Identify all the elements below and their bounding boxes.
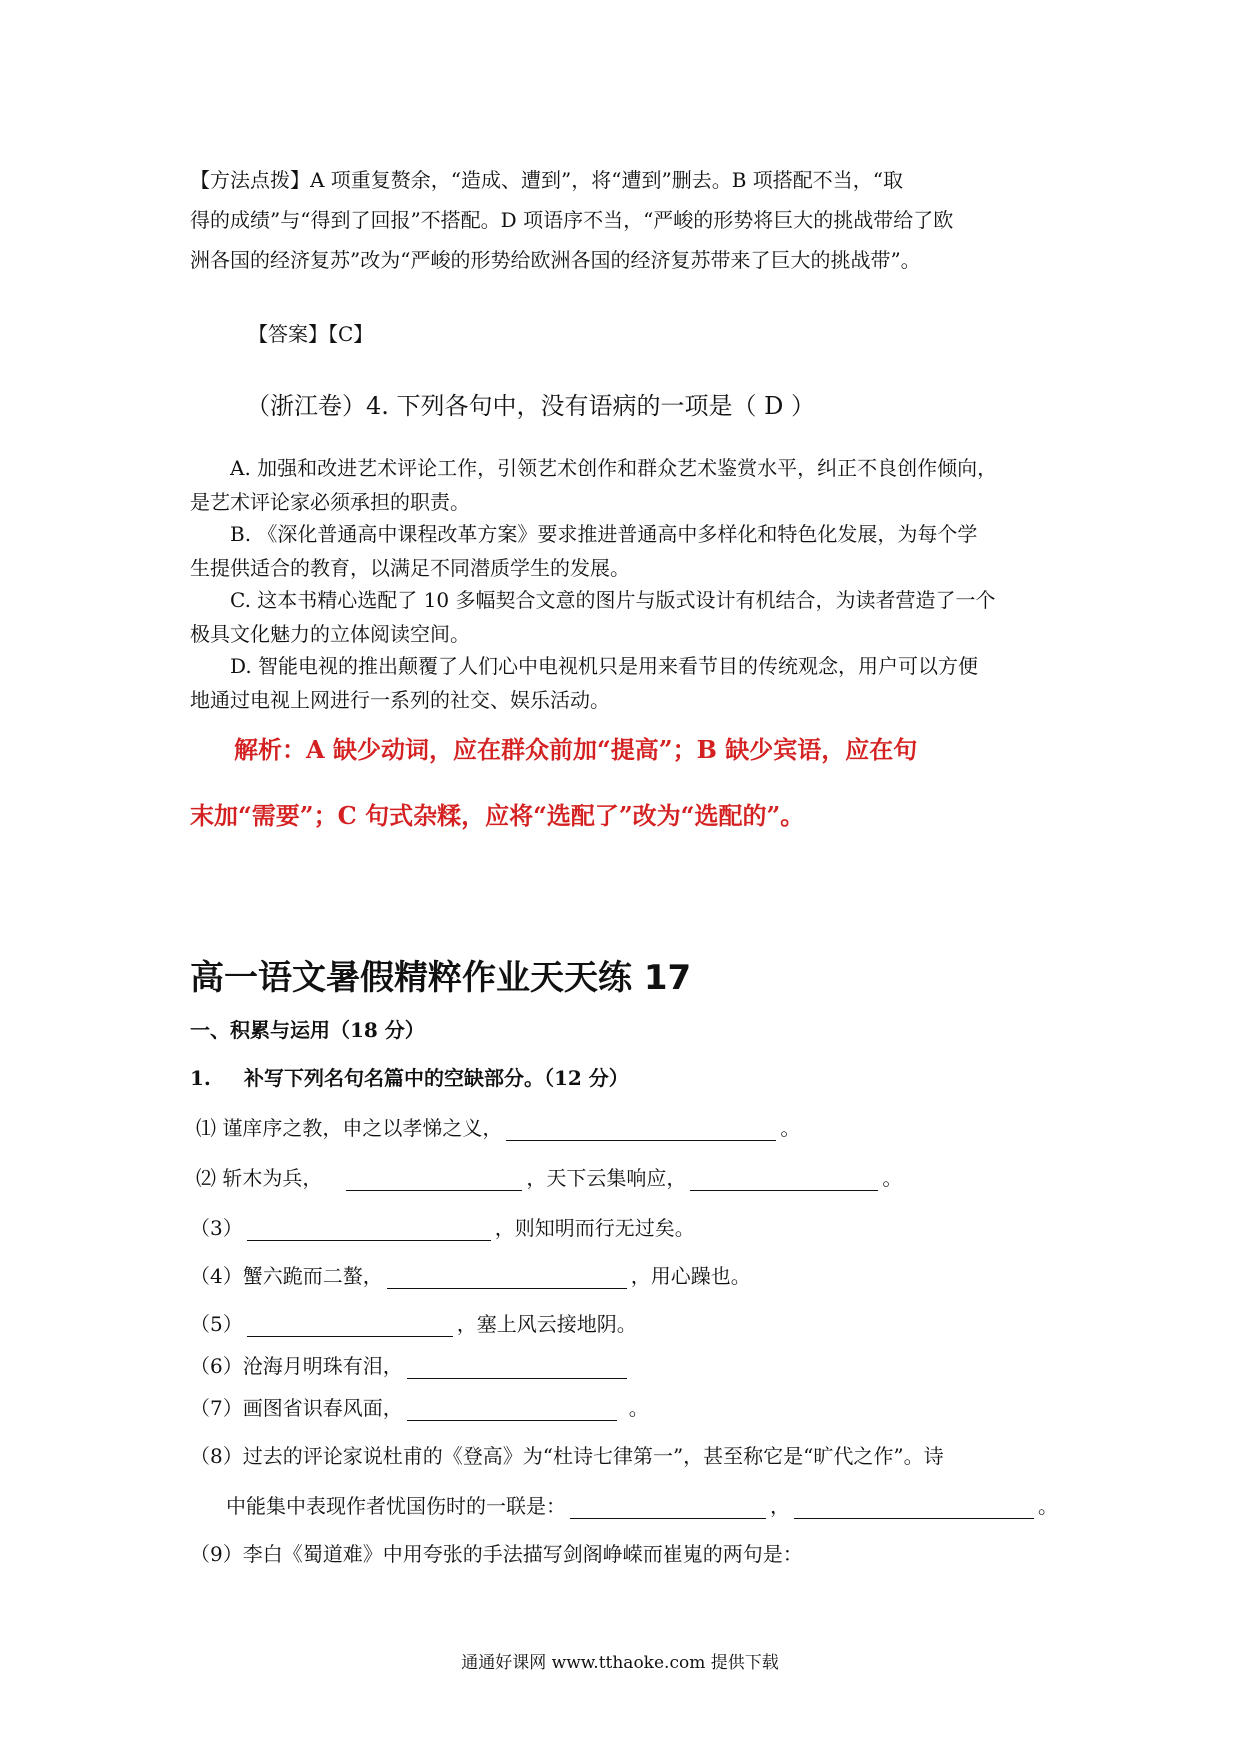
- fill-item-7-prefix: （7）画图省识春风面，: [190, 1396, 403, 1420]
- fill-item-3-prefix: （3）: [190, 1216, 243, 1240]
- fill-item-8-line-1: （8）过去的评论家说杜甫的《登高》为“杜诗七律第一”，甚至称它是“旷代之作”。诗: [190, 1444, 944, 1468]
- option-b-line-1: B. 《深化普通高中课程改革方案》要求推进普通高中多样化和特色化发展，为每个学: [230, 522, 978, 546]
- question-1-text: 补写下列名句名篇中的空缺部分。（12 分）: [244, 1066, 629, 1090]
- option-a-line-2: 是艺术评论家必须承担的职责。: [190, 490, 470, 514]
- analysis-line-2: 末加“需要”；C 句式杂糅，应将“选配了”改为“选配的”。: [190, 801, 805, 830]
- fill-item-4-suffix: ，用心躁也。: [630, 1264, 751, 1288]
- fill-blank[interactable]: [387, 1266, 627, 1289]
- fill-blank[interactable]: [247, 1314, 453, 1337]
- fill-blank[interactable]: [407, 1398, 617, 1421]
- fill-blank[interactable]: [570, 1496, 766, 1519]
- fill-item-5-prefix: （5）: [190, 1312, 243, 1336]
- fill-blank[interactable]: [794, 1496, 1034, 1519]
- fill-blank[interactable]: [346, 1168, 522, 1191]
- fill-item-4: [190, 1260, 751, 1289]
- option-a-line-1: A. 加强和改进艺术评论工作，引领艺术创作和群众艺术鉴赏水平，纠正不良创作倾向，: [230, 456, 998, 480]
- fill-item-8-prefix: 中能集中表现作者忧国伤时的一联是：: [226, 1494, 566, 1518]
- homework-title: 高一语文暑假精粹作业天天练 17: [190, 958, 692, 998]
- fill-item-2-prefix: ⑵ 斩木为兵，: [196, 1166, 323, 1190]
- option-c-line-2: 极具文化魅力的立体阅读空间。: [190, 622, 470, 646]
- fill-item-3-suffix: ，则知明而行无过矣。: [494, 1216, 695, 1240]
- fill-item-8-suffix: 。: [1038, 1494, 1058, 1518]
- fill-item-1: [196, 1112, 800, 1141]
- fill-item-7: [190, 1392, 649, 1421]
- fill-item-1-prefix: ⑴ 谨庠序之教，申之以孝悌之义，: [196, 1116, 503, 1140]
- fill-item-2-middle: ，天下云集响应，: [526, 1166, 687, 1190]
- fill-blank[interactable]: [506, 1118, 776, 1141]
- option-c-line-1: C. 这本书精心选配了 10 多幅契合文意的图片与版式设计有机结合，为读者营造了一个: [230, 588, 996, 612]
- fill-item-4-prefix: （4）蟹六跪而二螯，: [190, 1264, 383, 1288]
- method-tip-line-3: 洲各国的经济复苏”改为“严峻的形势给欧洲各国的经济复苏带来了巨大的挑战带”。: [190, 248, 921, 272]
- answer: 【答案】【C】: [248, 322, 374, 346]
- method-tip-line-1: 【方法点拨】A 项重复赘余，“造成、遭到”，将“遭到”删去。B 项搭配不当，“取: [190, 168, 903, 192]
- question-4-stem: （浙江卷）4. 下列各句中，没有语病的一项是（ D ）: [246, 392, 816, 420]
- question-1-number: 1.: [190, 1066, 211, 1090]
- page-footer: 通通好课网 www.tthaoke.com 提供下载: [461, 1653, 779, 1673]
- fill-blank[interactable]: [690, 1168, 878, 1191]
- option-d-line-1: D. 智能电视的推出颠覆了人们心中电视机只是用来看节目的传统观念，用户可以方便: [230, 654, 979, 678]
- fill-item-5: [190, 1308, 637, 1337]
- fill-item-2-suffix: 。: [882, 1166, 903, 1190]
- fill-item-2: [196, 1162, 902, 1191]
- fill-item-5-suffix: ，塞上风云接地阴。: [456, 1312, 637, 1336]
- question-1: [190, 1062, 629, 1091]
- fill-item-1-suffix: 。: [780, 1116, 801, 1140]
- fill-item-6-prefix: （6）沧海月明珠有泪，: [190, 1354, 403, 1378]
- section-heading: 一、积累与运用（18 分）: [190, 1018, 425, 1042]
- option-b-line-2: 生提供适合的教育，以满足不同潜质学生的发展。: [190, 556, 630, 580]
- fill-item-7-suffix: 。: [628, 1396, 649, 1420]
- fill-item-9: （9）李白《蜀道难》中用夸张的手法描写剑阁峥嵘而崔嵬的两句是：: [190, 1542, 803, 1566]
- fill-item-3: [190, 1212, 695, 1241]
- fill-blank[interactable]: [407, 1356, 627, 1379]
- fill-item-6: [190, 1350, 631, 1379]
- fill-item-8-middle: ，: [770, 1494, 790, 1518]
- option-d-line-2: 地通过电视上网进行一系列的社交、娱乐活动。: [190, 688, 610, 712]
- fill-item-8-line-2: [226, 1490, 1058, 1519]
- method-tip-line-2: 得的成绩”与“得到了回报”不搭配。D 项语序不当，“严峻的形势将巨大的挑战带给了欧: [190, 208, 954, 232]
- analysis-line-1: 解析：A 缺少动词，应在群众前加“提高”；B 缺少宾语，应在句: [234, 735, 918, 764]
- fill-blank[interactable]: [247, 1218, 491, 1241]
